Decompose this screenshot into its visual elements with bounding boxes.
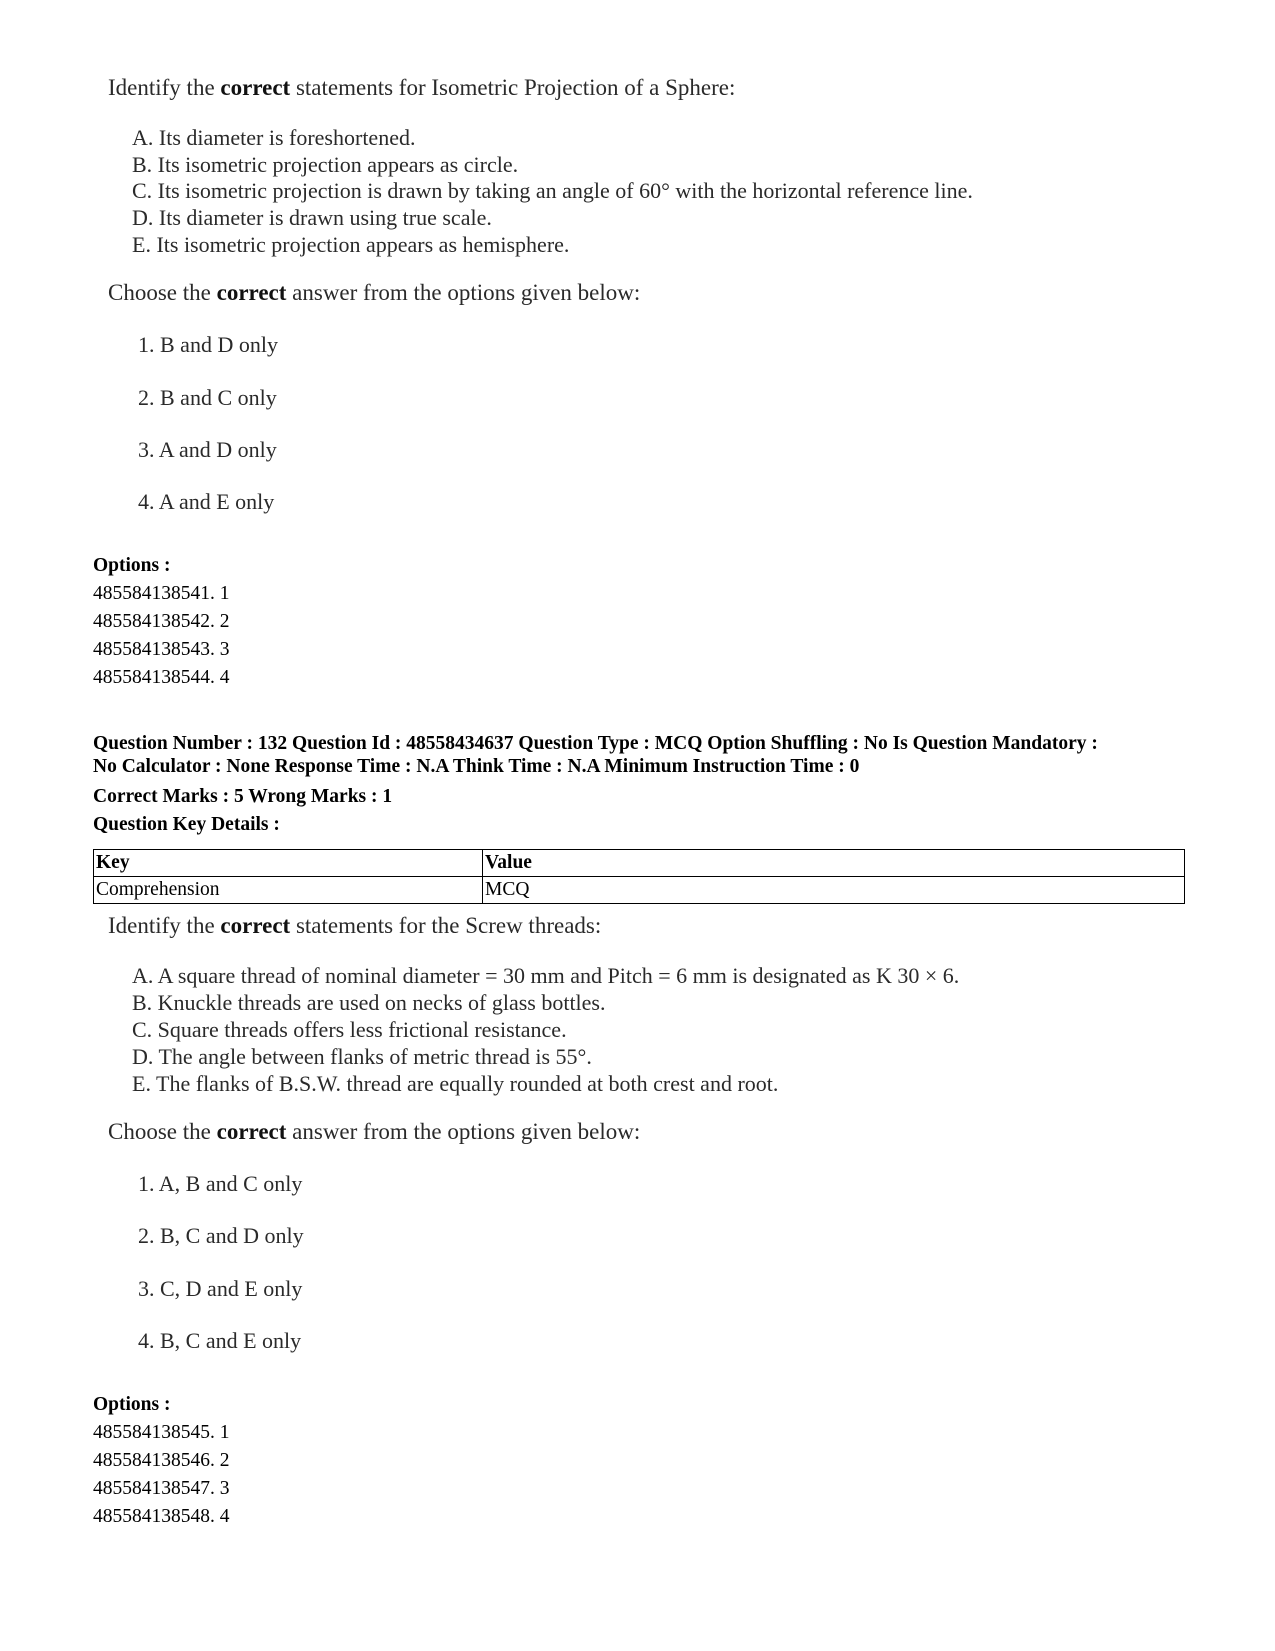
statement-b: B. Its isometric projection appears as circle.: [132, 152, 519, 177]
option-row: 485584138546. 2: [93, 1450, 230, 1471]
statement-c: C. Its isometric projection is drawn by taking an angle of 60° with the horizontal reference line.: [132, 178, 973, 203]
statement-c: C. Square threads offers less frictional resistance.: [132, 1017, 567, 1042]
choice-2: 2. B, C and D only: [138, 1223, 304, 1248]
statement-a: A. Its diameter is foreshortened.: [132, 125, 416, 150]
choice-1: 1. B and D only: [138, 332, 278, 357]
statement-e: E. Its isometric projection appears as hemisphere.: [132, 232, 570, 257]
choice-4: 4. B, C and E only: [138, 1328, 302, 1353]
choice-3: 3. C, D and E only: [138, 1276, 303, 1301]
table-header-key: Key: [94, 850, 483, 877]
option-row: 485584138542. 2: [93, 611, 230, 632]
statement-d: D. The angle between flanks of metric thread is 55°.: [132, 1044, 592, 1069]
question-132-choose-prompt: Choose the correct answer from the options given below:: [108, 1119, 641, 1144]
question-header-line1: Question Number : 132 Question Id : 48558434637 Question Type : MCQ Option Shuffling : No Is Question Mandatory :: [93, 733, 1098, 754]
statement-b: B. Knuckle threads are used on necks of glass bottles.: [132, 990, 606, 1015]
question-131-choose-prompt: Choose the correct answer from the options given below:: [108, 280, 641, 305]
choice-2: 2. B and C only: [138, 385, 277, 410]
marks-line: Correct Marks : 5 Wrong Marks : 1: [93, 786, 393, 807]
option-row: 485584138544. 4: [93, 667, 230, 688]
options-label: Options :: [93, 1394, 171, 1415]
statement-d: D. Its diameter is drawn using true scale.: [132, 205, 492, 230]
table-cell: Comprehension: [94, 877, 483, 904]
choice-3: 3. A and D only: [138, 437, 277, 462]
option-row: 485584138543. 3: [93, 639, 230, 660]
choice-4: 4. A and E only: [138, 489, 275, 514]
question-key-table: [93, 849, 1185, 904]
table-row: [94, 877, 1185, 904]
option-row: 485584138547. 3: [93, 1478, 230, 1499]
options-label: Options :: [93, 555, 171, 576]
choice-1: 1. A, B and C only: [138, 1171, 303, 1196]
key-details-label: Question Key Details :: [93, 814, 280, 835]
option-row: 485584138545. 1: [93, 1422, 230, 1443]
table-header-row: [94, 850, 1185, 877]
question-131-stem: Identify the correct statements for Isometric Projection of a Sphere:: [108, 75, 736, 100]
option-row: 485584138548. 4: [93, 1506, 230, 1527]
statement-e: E. The flanks of B.S.W. thread are equally rounded at both crest and root.: [132, 1071, 779, 1096]
question-132-stem: Identify the correct statements for the Screw threads:: [108, 913, 602, 938]
question-header-line2: No Calculator : None Response Time : N.A Think Time : N.A Minimum Instruction Time : 0: [93, 756, 860, 777]
statement-a: A. A square thread of nominal diameter = 30 mm and Pitch = 6 mm is designated as K 30 × 6.: [132, 963, 960, 988]
table-header-value: Value: [483, 850, 1185, 877]
table-cell: MCQ: [483, 877, 1185, 904]
option-row: 485584138541. 1: [93, 583, 230, 604]
